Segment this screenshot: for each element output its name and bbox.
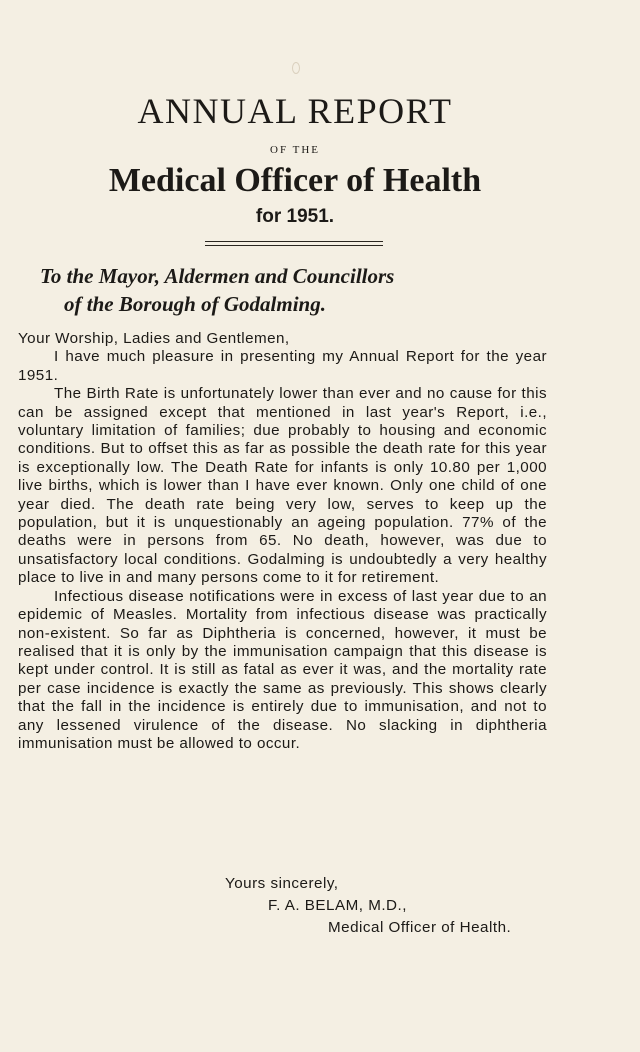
report-year: for 1951. bbox=[255, 206, 335, 227]
signature-name: F. A. BELAM, M.D., bbox=[268, 897, 407, 914]
report-title: ANNUAL REPORT bbox=[137, 91, 453, 131]
paragraph-3: Infectious disease notifications were in excess of last year due to an epidemic of Measles. Mortality from infectious disease was practically non-existent. So far as Diphtheria is concerned, however, it must be realised that it is only by the immunisation campaign that this disease is kept under control. It is still as fatal as ever it was, and the mortality rate per case incidence is exactly the same as previously. This shows clearly that the fall in the incidence is entirely due to immunisation, and not to any lessened virulence of the disease. No slacking in diphtheria immunisation must be allowed to occur. bbox=[18, 587, 547, 752]
paragraph-2: The Birth Rate is unfortunately lower than ever and no cause for this can be assigned except that mentioned in last year's Report, i.e., voluntary limitation of families; due probably to housing and economic conditions. But to offset this as far as possible the death rate for this year is exceptionally low. The Death Rate for infants is only 10.80 per 1,000 live births, which is lower than I have ever known. Only one child of one year died. The death rate being very low, serves to keep up the population, but it is unquestionably an ageing population. 77% of the deaths were in persons from 65. No death, however, was due to unsatisfactory local conditions. Godalming is undoubtedly a very healthy place to live in and many persons come to it for retirement. bbox=[18, 385, 547, 587]
signature-position: Medical Officer of Health. bbox=[328, 919, 512, 936]
address-block bbox=[40, 262, 510, 318]
address-line-2: of the Borough of Godalming. bbox=[64, 292, 326, 316]
double-rule-bottom bbox=[205, 245, 383, 246]
paper-speck bbox=[292, 62, 300, 74]
salutation: Your Worship, Ladies and Gentlemen, bbox=[18, 330, 290, 347]
closing: Yours sincerely, bbox=[225, 875, 339, 892]
paragraph-1: I have much pleasure in presenting my Annual Report for the year 1951. bbox=[18, 348, 547, 384]
address-line-1: To the Mayor, Aldermen and Councillors bbox=[40, 264, 395, 288]
report-office-title: Medical Officer of Health bbox=[108, 162, 482, 199]
letter-body bbox=[18, 330, 547, 753]
report-title-of: OF THE bbox=[270, 144, 320, 156]
double-rule-top bbox=[205, 241, 383, 242]
